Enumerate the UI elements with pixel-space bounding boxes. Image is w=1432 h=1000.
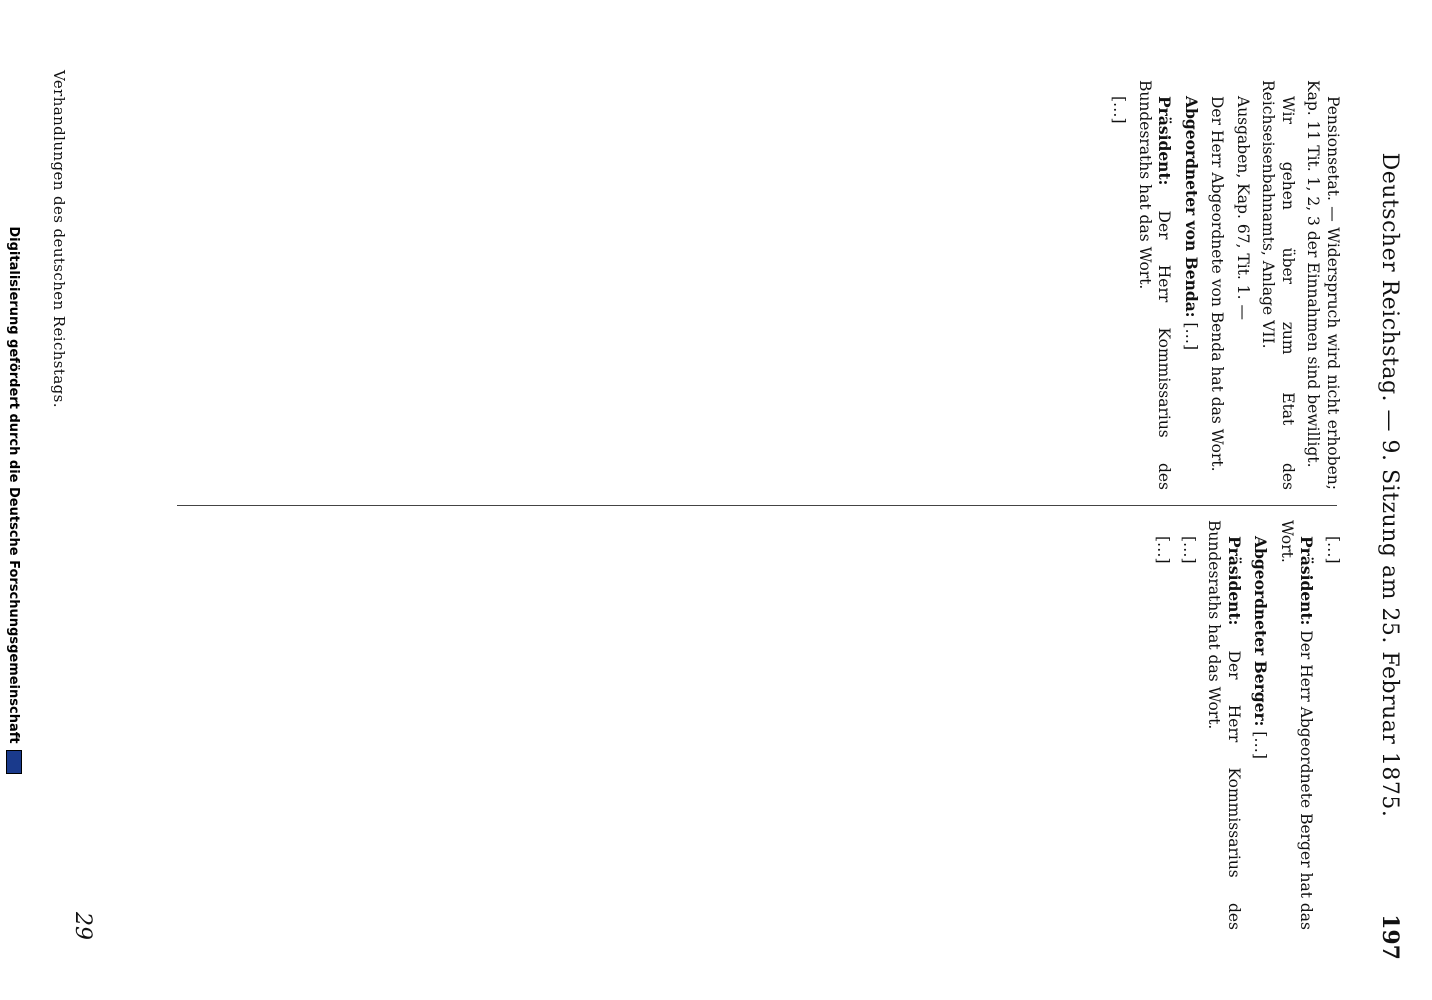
digitization-credit-text: Digitalisierung gefördert durch die Deutsche Forschungsgemeinschaft <box>6 226 22 744</box>
right-column-paragraph <box>1250 520 1271 930</box>
paragraph-text: […] <box>1154 536 1173 564</box>
speaker-label: Abgeordneter Berger: <box>1251 536 1271 727</box>
running-head <box>1370 70 1410 960</box>
paragraph-text: […] <box>1251 731 1270 759</box>
paragraph-text: Pensionsetat. — Widerspruch wird nicht erhoben; Kap. 11 Tit. 1, 2, 3 der Einnahmen sind bewilligt. <box>1304 80 1342 490</box>
right-column-paragraph <box>1204 520 1244 930</box>
right-column-paragraph <box>1179 520 1199 930</box>
paragraph-text: Der Herr Abgeordnete Berger hat das Wort. <box>1278 520 1316 930</box>
left-column-paragraph <box>1181 80 1202 490</box>
left-column-paragraph <box>1303 80 1342 490</box>
page-footer: Verhandlungen des deutschen Reichstags. <box>50 70 68 408</box>
right-column-paragraph <box>1323 520 1343 930</box>
speaker-label: Präsident: <box>1225 536 1244 626</box>
text-column-right <box>60 520 1342 930</box>
paragraph-text: Der Herr Kommissarius des Bundesraths hat das Wort. <box>1205 520 1243 930</box>
left-column-paragraph <box>1207 80 1227 490</box>
left-column-paragraph <box>1233 80 1253 490</box>
left-column-paragraph <box>1135 80 1175 490</box>
paragraph-text: Der Herr Abgeordnete von Benda hat das Wort. <box>1208 96 1227 472</box>
speaker-label: Präsident: <box>1297 536 1317 626</box>
left-column-paragraph <box>1258 80 1297 490</box>
paragraph-text: […] <box>1182 322 1200 351</box>
speaker-label: Präsident: <box>1155 96 1175 186</box>
text-column-left <box>60 80 1342 490</box>
left-column-paragraph <box>1109 80 1129 490</box>
digitization-credit <box>0 0 28 1000</box>
paragraph-text: […] <box>1180 536 1198 564</box>
speaker-label: Abgeordneter von Benda: <box>1182 96 1201 318</box>
paragraph-text: Wir gehen über zum Etat des Reichseisenbahnamts, Anlage VII. <box>1259 80 1297 490</box>
paragraph-text: Ausgaben, Kap. 67, Tit. 1. — <box>1234 96 1252 320</box>
page-number: 197 <box>1377 914 1403 960</box>
column-divider <box>177 505 1337 506</box>
paragraph-text: Der Herr Kommissarius des Bundesraths hat das Wort. <box>1136 80 1174 490</box>
dfg-logo-icon <box>6 750 22 774</box>
sheet-signature-mark: 29 <box>70 912 95 940</box>
paragraph-text: […] <box>1324 536 1342 564</box>
running-head-title: Deutscher Reichstag. — 9. Sitzung am 25. Februar 1875. <box>1377 152 1403 818</box>
paragraph-text: […] <box>1110 96 1129 124</box>
right-column-paragraph <box>1277 520 1317 930</box>
right-column-paragraph <box>1153 520 1173 930</box>
